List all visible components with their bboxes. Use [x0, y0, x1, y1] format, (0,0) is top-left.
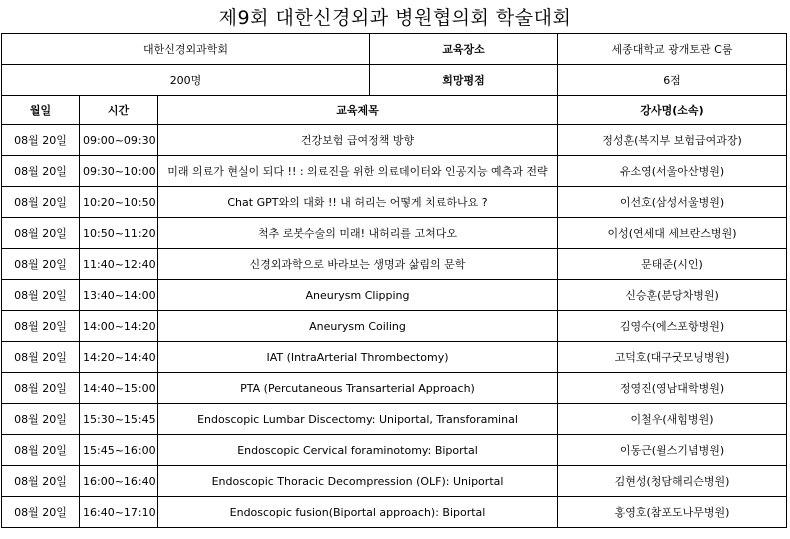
- venue-label: 교육장소: [370, 34, 558, 65]
- date-cell: 08월 20일: [2, 404, 80, 435]
- speaker-cell: 홍영호(참포도나무병원): [558, 497, 787, 528]
- speaker-cell: 이동근(윌스기념병원): [558, 435, 787, 466]
- topic-cell: 건강보험 급여정책 방향: [158, 125, 558, 156]
- table-row: [2, 497, 787, 528]
- table-row: [2, 435, 787, 466]
- topic-cell: IAT (IntraArterial Thrombectomy): [158, 342, 558, 373]
- date-cell: 08월 20일: [2, 187, 80, 218]
- schedule-table: [1, 33, 787, 528]
- column-header-time: 시간: [80, 96, 158, 125]
- topic-cell: Endoscopic fusion(Biportal approach): Biportal: [158, 497, 558, 528]
- speaker-cell: 이성(연세대 세브란스병원): [558, 218, 787, 249]
- speaker-cell: 이선호(삼성서울병원): [558, 187, 787, 218]
- date-cell: 08월 20일: [2, 249, 80, 280]
- time-cell: 10:20~10:50: [80, 187, 158, 218]
- date-cell: 08월 20일: [2, 435, 80, 466]
- date-cell: 08월 20일: [2, 156, 80, 187]
- time-cell: 09:00~09:30: [80, 125, 158, 156]
- speaker-cell: 김현성(청담해리슨병원): [558, 466, 787, 497]
- points-value: 6점: [558, 65, 787, 96]
- speaker-cell: 김영수(에스포항병원): [558, 311, 787, 342]
- date-cell: 08월 20일: [2, 497, 80, 528]
- date-cell: 08월 20일: [2, 218, 80, 249]
- time-cell: 09:30~10:00: [80, 156, 158, 187]
- time-cell: 11:40~12:40: [80, 249, 158, 280]
- speaker-cell: 이철우(새힘병원): [558, 404, 787, 435]
- time-cell: 14:20~14:40: [80, 342, 158, 373]
- topic-cell: Endoscopic Lumbar Discectomy: Uniportal, Transforaminal: [158, 404, 558, 435]
- topic-cell: Chat GPT와의 대화 !! 내 허리는 어떻게 치료하나요 ?: [158, 187, 558, 218]
- time-cell: 13:40~14:00: [80, 280, 158, 311]
- time-cell: 10:50~11:20: [80, 218, 158, 249]
- organizer-cell: 대한신경외과학회: [2, 34, 370, 65]
- table-row: [2, 156, 787, 187]
- time-cell: 14:40~15:00: [80, 373, 158, 404]
- info-row-organizer: [2, 34, 787, 65]
- date-cell: 08월 20일: [2, 342, 80, 373]
- speaker-cell: 고덕호(대구굿모닝병원): [558, 342, 787, 373]
- table-row: [2, 280, 787, 311]
- topic-cell: Aneurysm Coiling: [158, 311, 558, 342]
- topic-cell: 척추 로봇수술의 미래! 내허리를 고쳐다오: [158, 218, 558, 249]
- table-row: [2, 311, 787, 342]
- time-cell: 16:00~16:40: [80, 466, 158, 497]
- info-row-capacity: [2, 65, 787, 96]
- speaker-cell: 신승훈(분당차병원): [558, 280, 787, 311]
- date-cell: 08월 20일: [2, 311, 80, 342]
- table-row: [2, 125, 787, 156]
- capacity-cell: 200명: [2, 65, 370, 96]
- page-title: 제9회 대한신경외과 병원협의회 학술대회: [218, 7, 572, 29]
- date-cell: 08월 20일: [2, 280, 80, 311]
- speaker-cell: 문태준(시인): [558, 249, 787, 280]
- speaker-cell: 유소영(서울아산병원): [558, 156, 787, 187]
- time-cell: 14:00~14:20: [80, 311, 158, 342]
- table-row: [2, 249, 787, 280]
- time-cell: 16:40~17:10: [80, 497, 158, 528]
- topic-cell: PTA (Percutaneous Transarterial Approach): [158, 373, 558, 404]
- topic-cell: 미래 의료가 현실이 되다 !! : 의료진을 위한 의료데이터와 인공지능 예측과 전략: [158, 156, 558, 187]
- table-row: [2, 404, 787, 435]
- venue-value: 세종대학교 광개토관 C룸: [558, 34, 787, 65]
- date-cell: 08월 20일: [2, 373, 80, 404]
- table-row: [2, 187, 787, 218]
- speaker-cell: 정영진(영남대학병원): [558, 373, 787, 404]
- time-cell: 15:45~16:00: [80, 435, 158, 466]
- table-row: [2, 218, 787, 249]
- points-label: 희망평점: [370, 65, 558, 96]
- table-row: [2, 466, 787, 497]
- topic-cell: Endoscopic Cervical foraminotomy: Biportal: [158, 435, 558, 466]
- table-row: [2, 342, 787, 373]
- column-header-speaker: 강사명(소속): [558, 96, 787, 125]
- time-cell: 15:30~15:45: [80, 404, 158, 435]
- column-header-date: 월일: [2, 96, 80, 125]
- date-cell: 08월 20일: [2, 125, 80, 156]
- topic-cell: Endoscopic Thoracic Decompression (OLF): Uniportal: [158, 466, 558, 497]
- topic-cell: 신경외과학으로 바라보는 생명과 삶림의 문학: [158, 249, 558, 280]
- column-header-topic: 교육제목: [158, 96, 558, 125]
- topic-cell: Aneurysm Clipping: [158, 280, 558, 311]
- date-cell: 08월 20일: [2, 466, 80, 497]
- column-header-row: [2, 96, 787, 125]
- speaker-cell: 정성훈(복지부 보험급여과장): [558, 125, 787, 156]
- table-row: [2, 373, 787, 404]
